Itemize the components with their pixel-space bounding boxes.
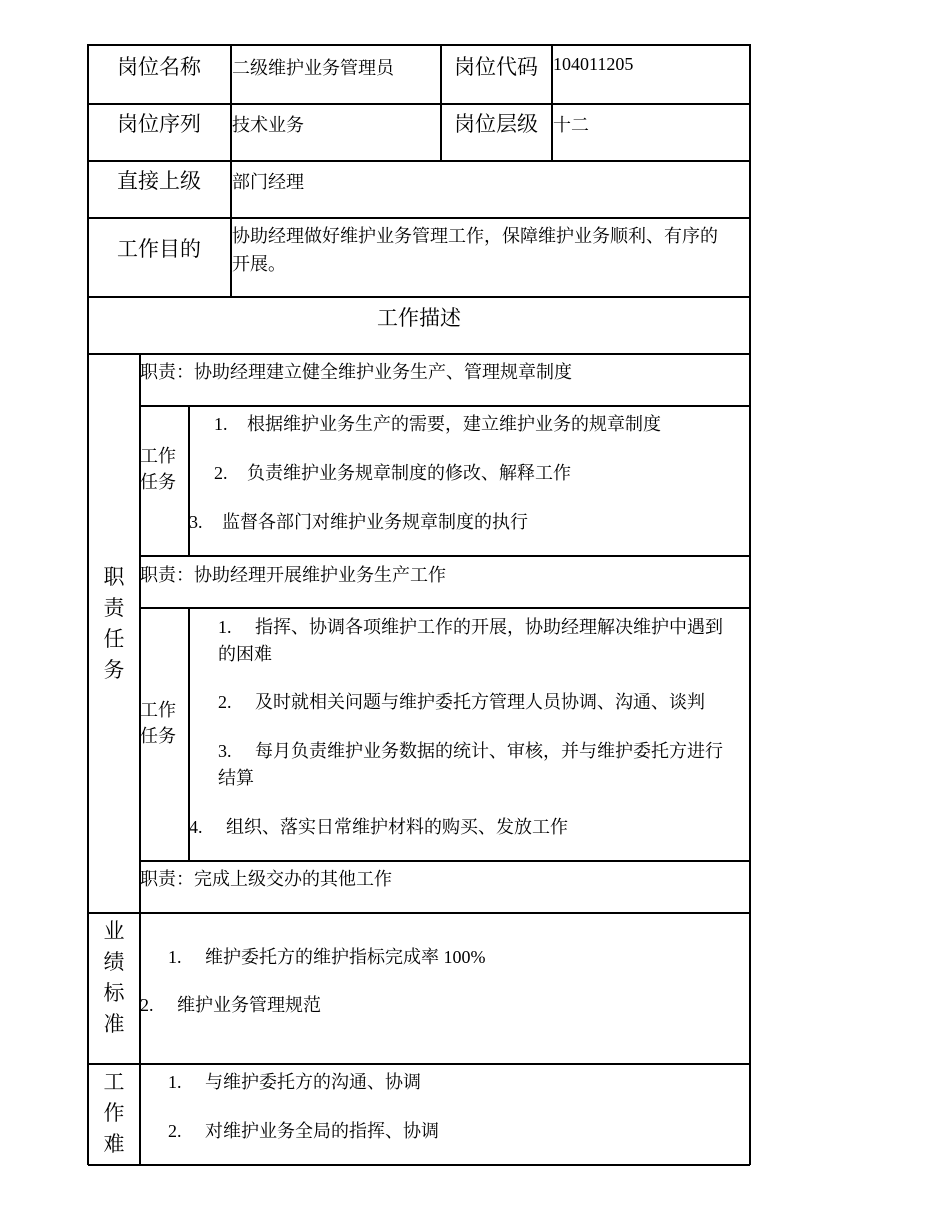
purpose-line-1: 协助经理做好维护业务管理工作，保障维护业务顺利、有序的	[232, 226, 718, 246]
task-label-1: 工作 任务	[140, 446, 176, 492]
task-label-2: 工作 任务	[140, 700, 176, 746]
duty-2-task-1: 1. 指挥、协调各项维护工作的开展，协助经理解决维护中遇到	[218, 617, 723, 637]
post-series-label: 岗位序列	[117, 112, 201, 136]
purpose-label: 工作目的	[117, 237, 201, 261]
post-name-label: 岗位名称	[117, 55, 201, 79]
duty-2: 职责：协助经理开展维护业务生产工作	[140, 565, 446, 585]
duty-2-task-3-cont: 结算	[218, 768, 254, 788]
duty-2-task-1-cont: 的困难	[218, 644, 272, 664]
post-code-value: 104011205	[553, 54, 634, 74]
superior-label: 直接上级	[117, 169, 201, 193]
post-level-label: 岗位层级	[454, 112, 538, 136]
performance-2: 2. 维护业务管理规范	[140, 995, 321, 1015]
post-code-label: 岗位代码	[454, 55, 538, 79]
performance-1: 1. 维护委托方的维护指标完成率 100%	[168, 947, 486, 967]
duties-label: 职 责 任 务	[103, 565, 125, 682]
duty-3: 职责：完成上级交办的其他工作	[140, 869, 392, 889]
duty-1-task-3: 3. 监督各部门对维护业务规章制度的执行	[189, 512, 528, 532]
duty-2-task-4: 4. 组织、落实日常维护材料的购买、发放工作	[189, 817, 568, 837]
purpose-line-2: 开展。	[232, 254, 286, 274]
difficulty-2: 2. 对维护业务全局的指挥、协调	[168, 1121, 439, 1141]
work-description-title: 工作描述	[377, 306, 461, 330]
performance-label: 业 绩 标 准	[103, 919, 125, 1036]
duty-2-task-3: 3. 每月负责维护业务数据的统计、审核，并与维护委托方进行	[218, 741, 723, 761]
duty-1-task-2: 2. 负责维护业务规章制度的修改、解释工作	[214, 463, 571, 483]
duty-2-task-2: 2. 及时就相关问题与维护委托方管理人员协调、沟通、谈判	[218, 692, 705, 712]
duty-1-task-1: 1. 根据维护业务生产的需要，建立维护业务的规章制度	[214, 414, 661, 434]
difficulty-label: 工 作 难	[103, 1070, 125, 1156]
difficulty-1: 1. 与维护委托方的沟通、协调	[168, 1072, 421, 1092]
duty-1: 职责：协助经理建立健全维护业务生产、管理规章制度	[140, 362, 572, 382]
post-name-value: 二级维护业务管理员	[232, 58, 394, 78]
post-level-value: 十二	[553, 115, 589, 135]
superior-value: 部门经理	[232, 172, 304, 192]
post-series-value: 技术业务	[232, 115, 304, 135]
